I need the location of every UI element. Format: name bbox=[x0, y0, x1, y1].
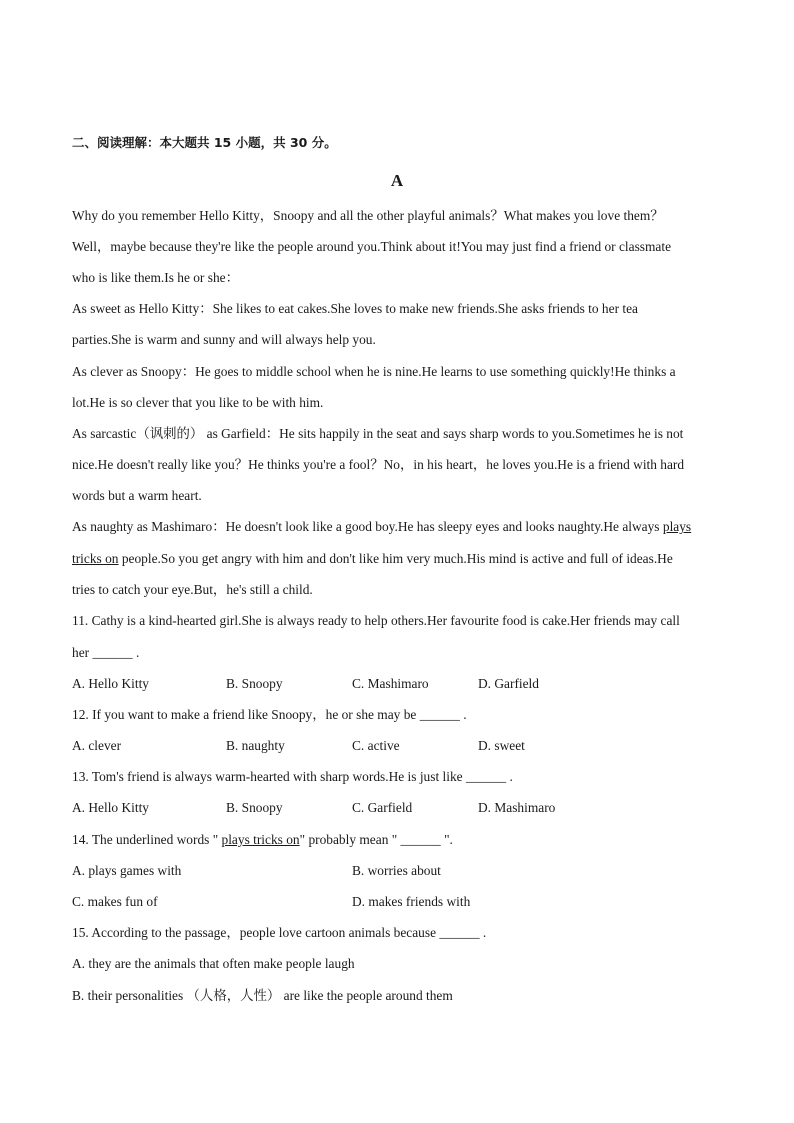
passage-line: lot.He is so clever that you like to be with him. bbox=[72, 395, 324, 410]
passage-line: Well，maybe because they're like the people around you.Think about it!You may just find a friend or classmate bbox=[72, 239, 672, 254]
underlined-phrase: tricks on bbox=[72, 551, 119, 566]
option-a[interactable]: A. Hello Kitty bbox=[72, 800, 149, 815]
passage-line: who is like them.Is he or she： bbox=[72, 270, 239, 285]
option-a[interactable]: A. clever bbox=[72, 738, 122, 753]
passage-text: As naughty as Mashimaro：He doesn't look like a good boy.He has sleepy eyes and looks naughty.He always bbox=[72, 519, 663, 534]
option-c[interactable]: C. active bbox=[352, 738, 400, 753]
question-text: " probably mean " ______ ". bbox=[299, 832, 453, 847]
passage-line: As sweet as Hello Kitty：She likes to eat cakes.She loves to make new friends.She asks friends to her tea bbox=[72, 301, 638, 316]
option-c[interactable]: C. Garfield bbox=[352, 800, 413, 815]
option-c[interactable]: C. Mashimaro bbox=[352, 676, 429, 691]
passage-line: Why do you remember Hello Kitty，Snoopy and all the other playful animals？What makes you love them？ bbox=[72, 208, 664, 223]
passage-line bbox=[72, 550, 673, 568]
options-row bbox=[72, 675, 732, 693]
question-stem bbox=[72, 831, 453, 849]
option-a[interactable]: A. plays games with bbox=[72, 863, 182, 878]
question-text: 14. The underlined words " bbox=[72, 832, 222, 847]
passage-line: nice.He doesn't really like you？He thinks you're a fool？No，in his heart，he loves you.He is a friend with hard bbox=[72, 457, 685, 472]
passage-line: parties.She is warm and sunny and will always help you. bbox=[72, 332, 376, 347]
passage-title: A bbox=[390, 171, 404, 190]
passage-line bbox=[72, 518, 691, 536]
underlined-phrase: plays bbox=[662, 519, 692, 534]
option-b[interactable]: B. Snoopy bbox=[226, 676, 283, 691]
options-row bbox=[72, 893, 732, 911]
options-row bbox=[72, 862, 732, 880]
option-d[interactable]: D. sweet bbox=[478, 738, 525, 753]
section-heading: 二、阅读理解：本大题共 15 小题，共 30 分。 bbox=[72, 135, 337, 150]
question-stem: 15. According to the passage，people love cartoon animals because ______ . bbox=[72, 925, 487, 940]
option-b[interactable]: B. Snoopy bbox=[226, 800, 283, 815]
passage-line: tries to catch your eye.But，he's still a child. bbox=[72, 582, 313, 597]
option-b[interactable]: B. their personalities （人格，人性） are like the people around them bbox=[72, 988, 453, 1003]
question-stem: 11. Cathy is a kind-hearted girl.She is always ready to help others.Her favourite food is cake.Her friends may call bbox=[72, 613, 680, 628]
passage-line: words but a warm heart. bbox=[72, 488, 202, 503]
passage-text: people.So you get angry with him and don't like him very much.His mind is active and full of ideas.He bbox=[118, 551, 673, 566]
options-row bbox=[72, 737, 732, 755]
option-d[interactable]: D. Garfield bbox=[478, 676, 539, 691]
question-stem: 13. Tom's friend is always warm-hearted with sharp words.He is just like ______ . bbox=[72, 769, 513, 784]
option-a[interactable]: A. Hello Kitty bbox=[72, 676, 149, 691]
option-b[interactable]: B. worries about bbox=[352, 863, 441, 878]
option-b[interactable]: B. naughty bbox=[226, 738, 285, 753]
option-d[interactable]: D. Mashimaro bbox=[478, 800, 556, 815]
question-stem: her ______ . bbox=[72, 645, 140, 660]
option-a[interactable]: A. they are the animals that often make people laugh bbox=[72, 956, 355, 971]
options-row bbox=[72, 799, 732, 817]
option-d[interactable]: D. makes friends with bbox=[352, 894, 471, 909]
question-stem: 12. If you want to make a friend like Snoopy，he or she may be ______ . bbox=[72, 707, 467, 722]
underlined-phrase: plays tricks on bbox=[221, 832, 300, 847]
option-c[interactable]: C. makes fun of bbox=[72, 894, 158, 909]
passage-line: As sarcastic（讽刺的） as Garfield：He sits happily in the seat and says sharp words to you.Sometimes he is not bbox=[72, 426, 684, 441]
passage-line: As clever as Snoopy：He goes to middle school when he is nine.He learns to use something quickly!He thinks a bbox=[72, 364, 676, 379]
